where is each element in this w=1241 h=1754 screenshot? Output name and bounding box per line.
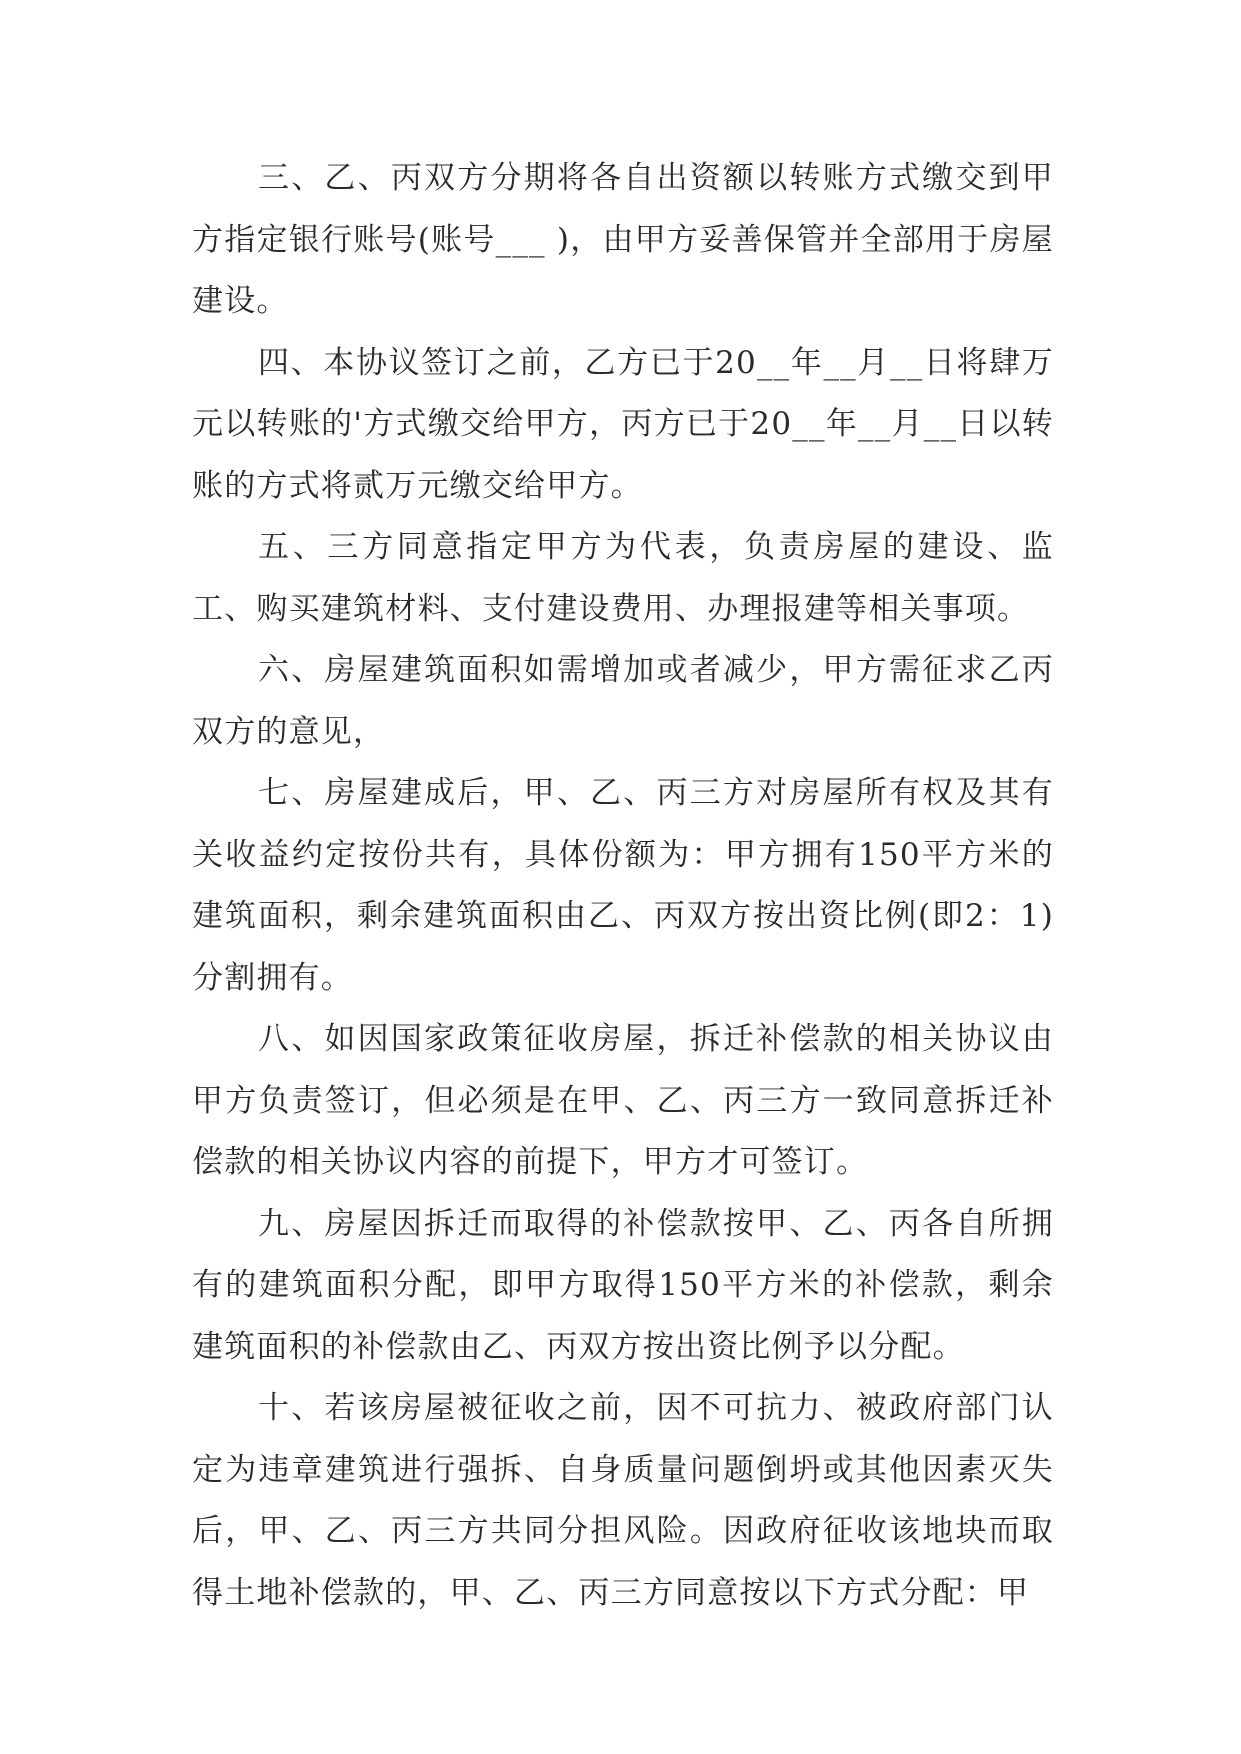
clause-9: 九、房屋因拆迁而取得的补偿款按甲、乙、丙各自所拥有的建筑面积分配，即甲方取得150平方米的补偿款，剩余建筑面积的补偿款由乙、丙双方按出资比例予以分配。 <box>192 1205 1054 1365</box>
document-body <box>192 148 1054 1624</box>
clause-6: 六、房屋建筑面积如需增加或者减少，甲方需征求乙丙双方的意见， <box>192 652 1054 750</box>
clause-3: 三、乙、丙双方分期将各自出资额以转账方式缴交到甲方指定银行账号(账号___ )，由甲方妥善保管并全部用于房屋建设。 <box>192 160 1054 319</box>
clause-8: 八、如因国家政策征收房屋，拆迁补偿款的相关协议由甲方负责签订，但必须是在甲、乙、丙三方一致同意拆迁补偿款的相关协议内容的前提下，甲方才可签订。 <box>192 1021 1054 1180</box>
clause-4: 四、本协议签订之前，乙方已于20__年__月__日将肆万元以转账的'方式缴交给甲方，丙方已于20__年__月__日以转账的方式将贰万元缴交给甲方。 <box>192 344 1054 504</box>
clause-10: 十、若该房屋被征收之前，因不可抗力、被政府部门认定为违章建筑进行强拆、自身质量问题倒坍或其他因素灭失后，甲、乙、丙三方共同分担风险。因政府征收该地块而取得土地补偿款的，甲、乙、丙三方同意按以下方式分配：甲 <box>192 1390 1054 1611</box>
clause-5: 五、三方同意指定甲方为代表，负责房屋的建设、监工、购买建筑材料、支付建设费用、办理报建等相关事项。 <box>192 529 1054 627</box>
clause-7: 七、房屋建成后，甲、乙、丙三方对房屋所有权及其有关收益约定按份共有，具体份额为：甲方拥有150平方米的建筑面积，剩余建筑面积由乙、丙双方按出资比例(即2：1)分割拥有。 <box>192 775 1054 996</box>
